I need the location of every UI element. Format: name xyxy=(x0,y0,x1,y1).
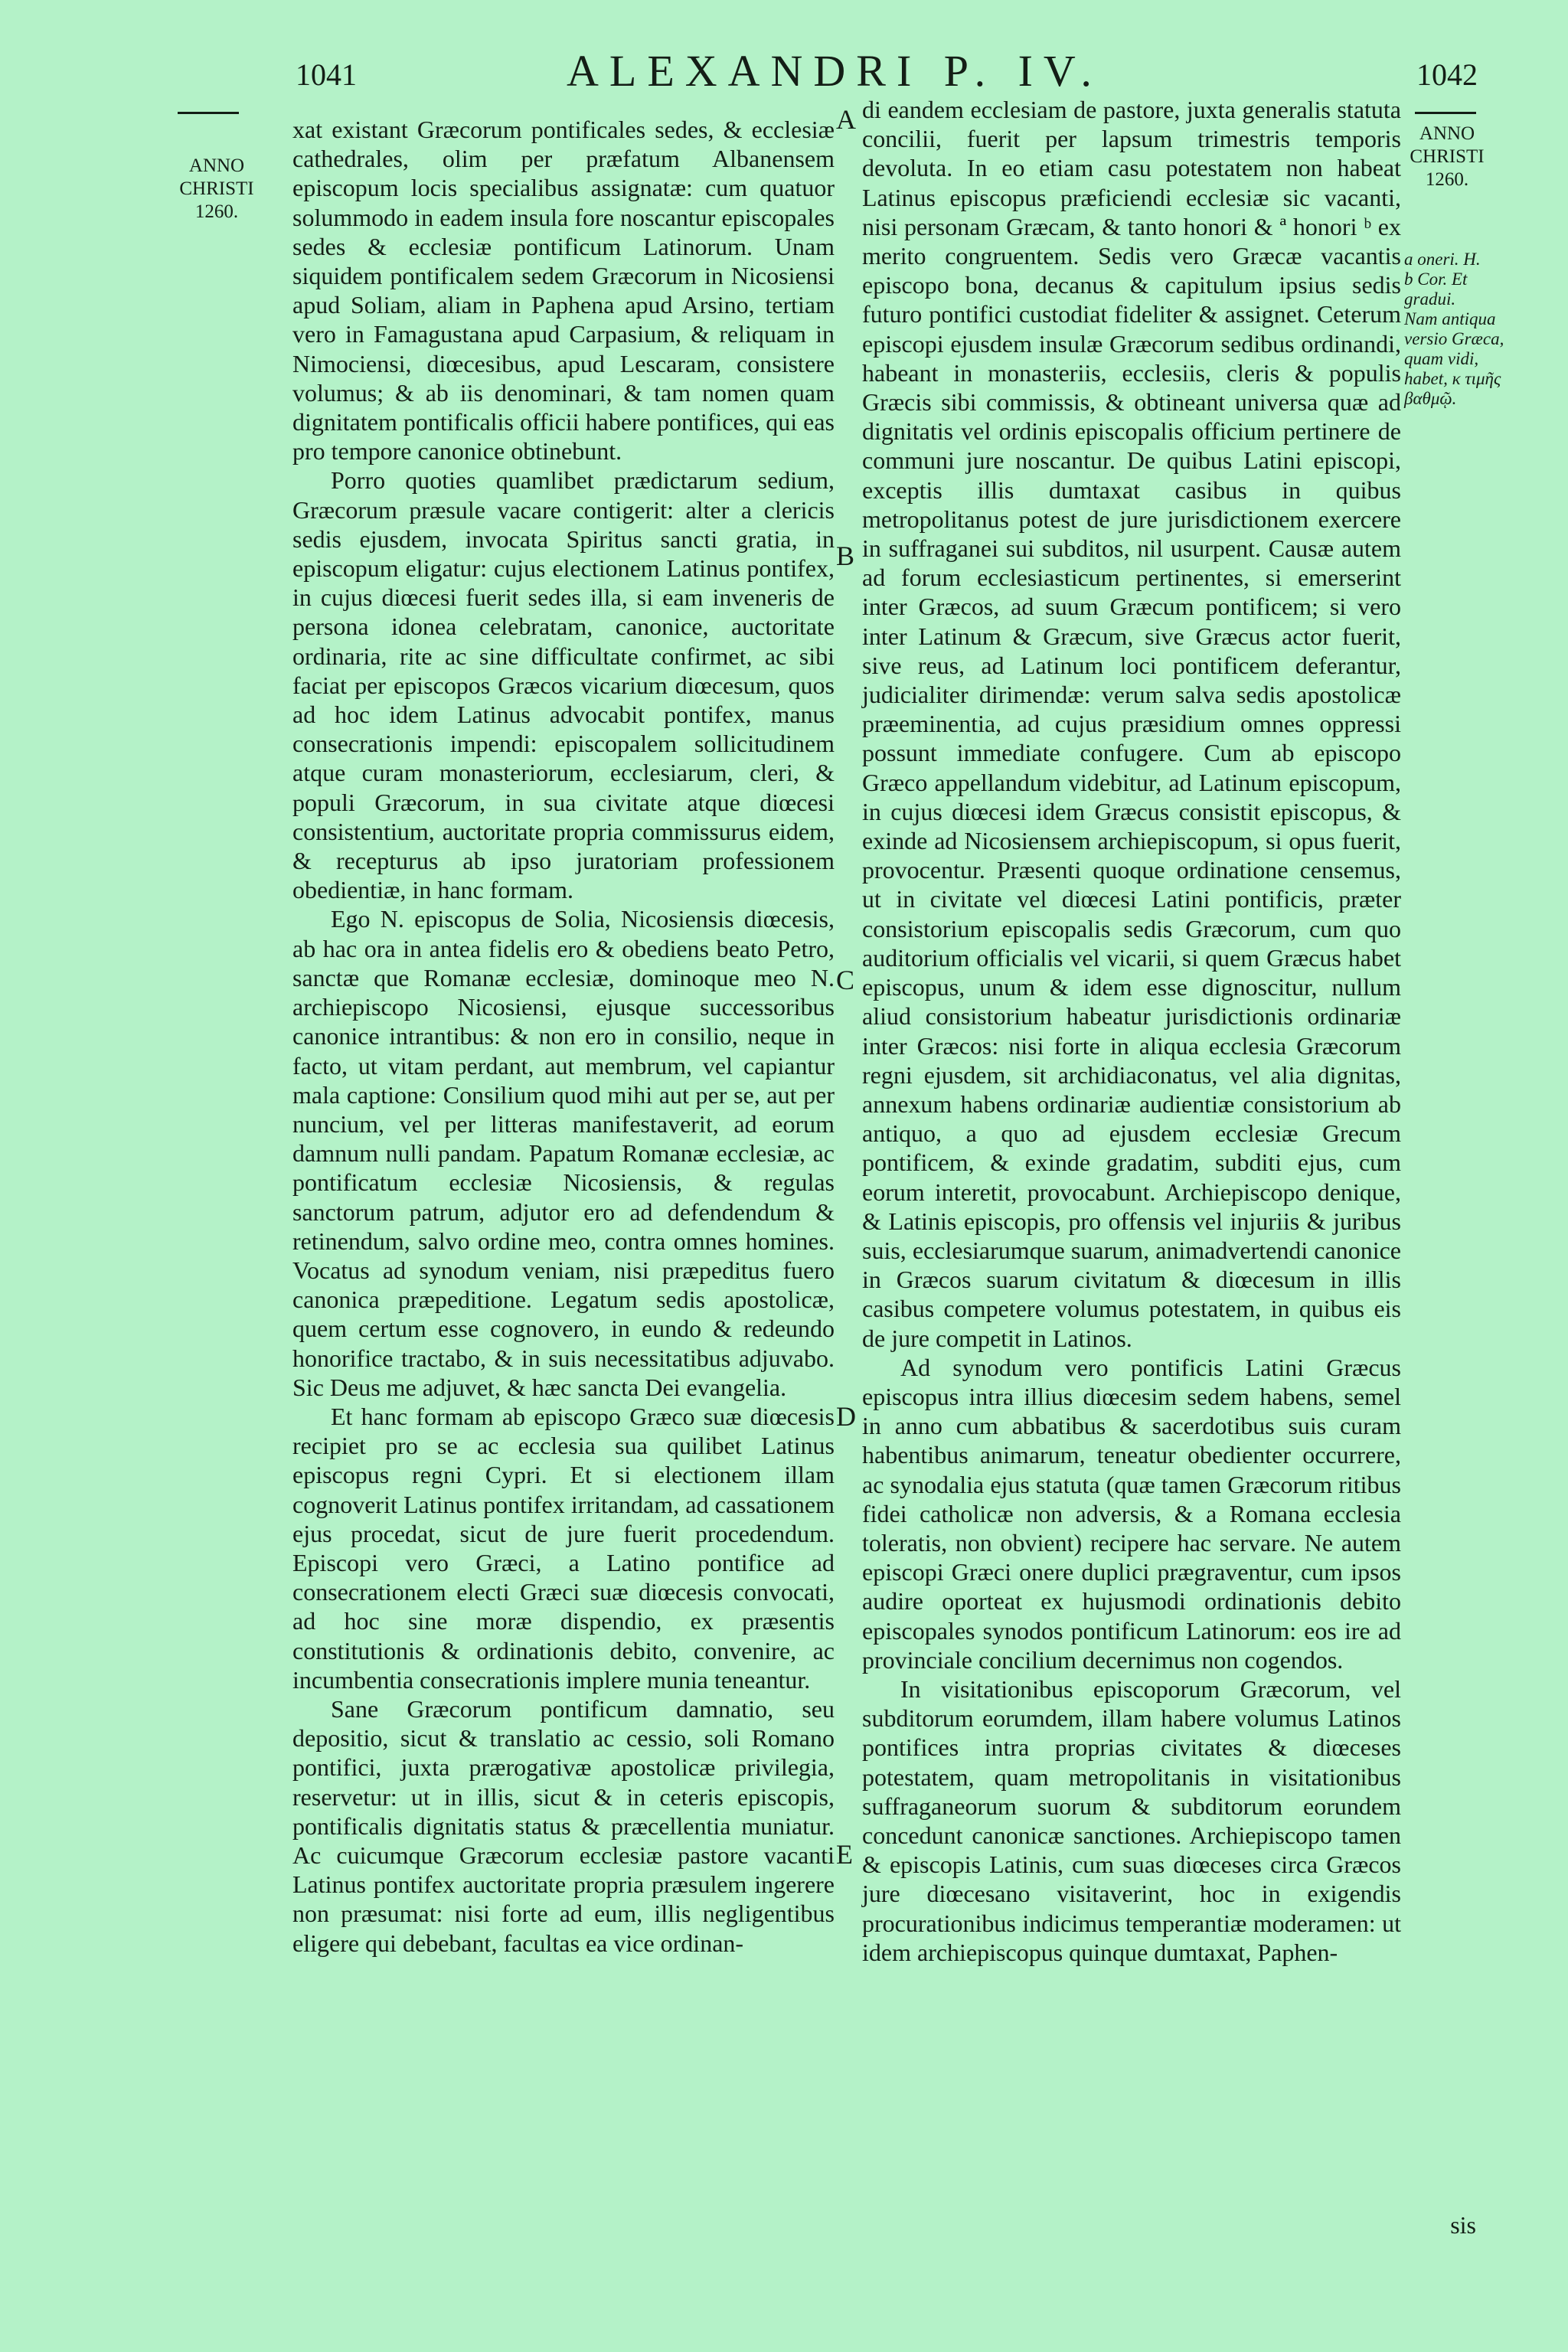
left-paragraph: Et hanc formam ab episcopo Græco suæ diœcesis recipiet pro se ac ecclesia sua quilibet Latinus episcopus regni Cypri. Et si electionem illam cognoverit Latinus pontifex irritandam, ad cassationem ejus procedat, sicut de jure fuerit procedendum. Episcopi vero Græci, a Latino pontifice ad consecrationem electi Græci suæ diœcesis convocati, ad hoc sine moræ dispendio, ex præsentis constitutionis & ordinationis debito, convenire, ac incumbentia consecrationis implere munia teneantur. xyxy=(292,1402,835,1694)
margin-rule-right xyxy=(1415,112,1476,114)
right-paragraph: di eandem ecclesiam de pastore, juxta generalis statuta concilii, fuerit per lapsum trimestris temporis devoluta. In eo etiam casu potestatem non habeat Latinus episcopus præficiendi ecclesiæ sic vacanti, nisi personam Græcam, & tanto honori & ª honori ᵇ ex merito congruentem. Sedis vero Græcæ vacantis episcopo bona, decanus & capitulum ipsius sedis futuro pontifici custodiat fideliter & assignet. Ceterum episcopi ejusdem insulæ Græcorum sedibus ordinandi, habeant in monasteriis, ecclesiis, cleris & populis Græcis sibi commissis, & obtineant universa quæ ad dignitatis vel ordinis episcopalis officium pertinere de communi jure noscantur. De quibus Latini episcopi, exceptis illis dumtaxat casibus in quibus metropolitanus potest de jure jurisdictionem exercere in suffraganei sui subditos, nil usurpent. Causæ autem ad forum ecclesiasticum pertinentes, si emerserint inter Græcos, ad suum Græcum pontificem; si vero inter Latinum & Græcum, sive Græcus actor fuerit, sive reus, ad Latinum loci pontificem deferantur, judicialiter dirimendæ: verum salva sedis apostolicæ præeminentia, ad cujus præsidium omnes oppressi possunt immediate confugere. Cum ab episcopo Græco appellandum videbitur, ad Latinum episcopum, in cujus diœcesi idem Græcus consistit episcopus, & exinde ad Nicosiensem archiepiscopum, si opus fuerit, provocentur. Præsenti quoque ordinatione censemus, ut in civitate vel diœcesi Latini pontificis, præter consistorium episcopalis sedis Græcorum, cum quo auditorium officialis vel vicarii, si quem Græcus habet episcopus, unum & idem esse dignoscitur, nullum aliud consistorium habeatur jurisdictionis ordinariæ inter Græcos: nisi forte in aliqua ecclesia Græcorum regni ejusdem, sit archidiaconatus, vel alia dignitas, annexum habens ordinariæ audientiæ consistorium ab antiquo, a quo ad ejusdem ecclesiæ Grecum pontificem, & exinde gradatim, subditi ejus, cum eorum interetit, provocabunt. Archiepiscopo denique, & Latinis episcopis, pro offensis vel injuriis & juribus suis, ecclesiarumque suarum, animadvertendi canonice in Græcos suarum civitatum & diœcesum in illis casibus competere volumus potestatem, in quibus eis de jure competit in Latinos. xyxy=(862,96,1401,1352)
section-mark-e: E xyxy=(836,1839,853,1870)
section-mark-a: A xyxy=(836,104,856,135)
anno-christi-left: ANNO CHRISTI 1260. xyxy=(179,155,254,222)
running-title: ALEXANDRI P. IV. xyxy=(567,46,1102,96)
marginal-note: a oneri. H. xyxy=(1404,250,1481,269)
marginal-notes xyxy=(1404,250,1508,409)
margin-rule-left xyxy=(178,112,239,114)
section-mark-b: B xyxy=(836,541,855,571)
left-paragraph: Sane Græcorum pontificum damnatio, seu depositio, sicut & translatio ac cessio, soli Romano pontifici, juxta prærogativæ apostolicæ privilegia, reservetur: ut in illis, sicut & in ceteris episcopis, pontificalis dignitatis status & præcellentia muniatur. Ac cuicumque Græcorum ecclesiæ pastore vacanti Latinus pontifex auctoritate propria præsulem ingerere non præsumat: nisi forte ad eum, illis negligentibus eligere qui debebant, facultas ea vice ordinan- xyxy=(292,1694,835,1957)
marginal-note: b Cor. Et gradui. xyxy=(1404,270,1468,309)
section-mark-d: D xyxy=(836,1401,856,1432)
page-number-right: 1042 xyxy=(1416,57,1478,92)
catchword: sis xyxy=(1450,2211,1476,2239)
right-paragraph: In visitationibus episcoporum Græcorum, vel subditorum eorumdem, illam habere volumus Latinos pontifices intra proprias civitates & diœceses potestatem, quam metropolitanis in visitationibus suffraganeorum suorum & subditorum eorundem concedunt canonicæ sanctiones. Archiepiscopo tamen & episcopis Latinis, cum suas diœceses circa Græcos jure diœcesano visitaverint, hoc in exigendis procurationibus indicimus temperantiæ moderamen: ut idem archiepiscopus quinque dumtaxat, Paphen- xyxy=(862,1674,1401,1966)
section-mark-c: C xyxy=(836,965,855,995)
right-paragraph: Ad synodum vero pontificis Latini Græcus episcopus intra illius diœcesim sedem habens, semel in anno cum abbatibus & sacerdotibus suis curam habentibus animarum, teneatur obedienter occurrere, ac synodalia ejus statuta (quæ tamen Græcorum ritibus fidei catholicæ non adversis, & a Romana ecclesia toleratis, non obvient) recipere hac servare. Ne autem episcopi Græci onere duplici prægraventur, cum ipsos audire oporteat ex hujusmodi ordinationis debito episcopales synodos pontificum Latinorum: eos ire ad provinciale concilium decernimus non cogendos. xyxy=(862,1353,1401,1674)
right-column xyxy=(862,95,1401,1967)
page-number-left: 1041 xyxy=(296,57,357,92)
left-column xyxy=(292,115,835,1958)
marginal-note: Nam antiqua versio Græca, quam vidi, habet, κ τιμῆς βαθμῷ. xyxy=(1404,309,1504,408)
left-paragraph: Porro quoties quamlibet prædictarum sedium, Græcorum præsule vacare contigerit: alter a clericis sedis ejusdem, invocata Spiritus sancti gratia, in episcopum eligatur: cujus electionem Latinus pontifex, in cujus diœcesi fuerit sedes illa, si eam inveneris de persona idonea celebratam, canonice, auctoritate ordinaria, rite ac sine difficultate confirmet, ac sibi faciat per episcopos Græcos vicarium diœcesum, quos ad hoc idem Latinus advocabit pontifex, manus consecrationis impendi: episcopalem sollicitudinem atque curam monasteriorum, ecclesiarum, cleri, & populi Græcorum, in sua civitate atque diœcesi consistentium, auctoritate propria commissurus eidem, & recepturus ab ipso juratoriam professionem obedientiæ, in hanc formam. xyxy=(292,466,835,904)
anno-christi-right: ANNO CHRISTI 1260. xyxy=(1410,123,1485,190)
left-paragraph: Ego N. episcopus de Solia, Nicosiensis diœcesis, ab hac ora in antea fidelis ero & obediens beato Petro, sanctæ que Romanæ ecclesiæ, dominoque meo N. archiepiscopo Nicosiensi, ejusque successoribus canonice intrantibus: & non ero in consilio, neque in facto, ut vitam perdant, aut membrum, vel capiantur mala captione: Consilium quod mihi aut per se, aut per nuncium, vel per litteras manifestaverit, ad eorum damnum nulli pandam. Papatum Romanæ ecclesiæ, ac pontificatum ecclesiæ Nicosiensis, & regulas sanctorum patrum, adjutor ero ad defendendum & retinendum, salvo ordine meo, contra omnes homines. Vocatus ad synodum veniam, nisi præpeditus fuero canonica præpeditione. Legatum sedis apostolicæ, quem certum esse cognovero, in eundo & redeundo honorifice tractabo, & in suis necessitatibus adjuvabo. Sic Deus me adjuvet, & hæc sancta Dei evangelia. xyxy=(292,905,835,1401)
left-paragraph: xat existant Græcorum pontificales sedes, & ecclesiæ cathedrales, olim per præfatum Albanensem episcopum locis specialibus assignatæ: cum quatuor solummodo in eadem insula fore noscantur episcopales sedes & ecclesiæ pontificum Latinorum. Unam siquidem pontificalem sedem Græcorum in Nicosiensi apud Soliam, aliam in Paphena apud Arsino, tertiam vero in Famagustana apud Carpasium, & reliquam in Nimociensi, diœcesibus, apud Lescaram, consistere volumus; & ab iis denominari, & tam nomen quam dignitatem pontificalis officii habere pontifices, qui eas pro tempore canonice obtinebunt. xyxy=(292,116,835,466)
